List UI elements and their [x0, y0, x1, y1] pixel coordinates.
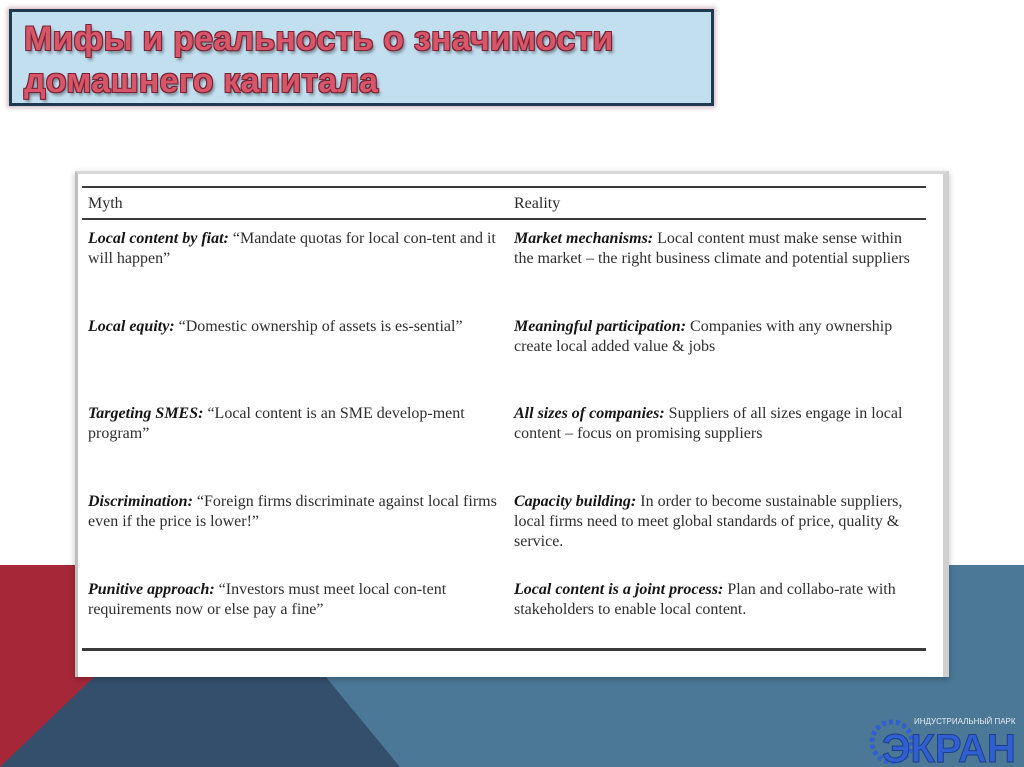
table-row-2-reality: [514, 317, 924, 357]
table-top-rule: [82, 186, 926, 188]
table-row-4-myth: [88, 492, 498, 532]
slide-title: Мифы и реальность о значимости домашнего капитала: [24, 20, 614, 100]
logo-top-text: ИНДУСТРИАЛЬНЫЙ ПАРК: [914, 717, 1016, 726]
reality-label: All sizes of companies:: [514, 405, 665, 422]
myth-label: Local equity:: [88, 318, 175, 335]
myth-text: “Foreign firms discriminate against local firms even if the price is lower!”: [88, 493, 497, 530]
table-bottom-rule: [82, 648, 926, 651]
myth-label: Discrimination:: [88, 493, 193, 510]
myth-reality-table: [75, 171, 949, 677]
myth-text: “Local content is an SME develop-ment program”: [88, 405, 465, 442]
myth-label: Targeting SMES:: [88, 405, 204, 422]
myth-text: “Domestic ownership of assets is es-sential”: [174, 318, 463, 335]
myth-text: “Mandate quotas for local con-tent and it will happen”: [88, 230, 496, 267]
reality-text: Local content must make sense within the market – the right business climate and potential suppliers: [514, 230, 910, 267]
header-reality: Reality: [514, 195, 561, 212]
table-row-1-reality: [514, 229, 924, 269]
header-myth: Myth: [88, 195, 123, 212]
myth-label: Punitive approach:: [88, 581, 215, 598]
table-row-2-myth: [88, 317, 498, 337]
logo-name: ЭКРАН: [882, 727, 1016, 767]
reality-label: Market mechanisms:: [514, 230, 654, 247]
slide-title-box: [9, 9, 714, 106]
reality-label: Local content is a joint process:: [514, 581, 724, 598]
myth-label: Local content by fiat:: [88, 230, 229, 247]
reality-text: Companies with any ownership create local added value & jobs: [514, 318, 893, 355]
reality-text: Suppliers of all sizes engage in local content – focus on promising suppliers: [514, 405, 903, 442]
table-row-1-myth: [88, 229, 498, 269]
table-row-4-reality: [514, 492, 924, 552]
table-row-5-reality: [514, 580, 924, 620]
table-row-3-reality: [514, 404, 924, 444]
table-header-rule: [82, 218, 926, 220]
reality-label: Capacity building:: [514, 493, 637, 510]
table-row-5-myth: [88, 580, 498, 620]
reality-text: In order to become sustainable suppliers, local firms need to meet global standards of price, quality & service.: [514, 493, 903, 550]
reality-label: Meaningful participation:: [514, 318, 687, 335]
ekran-logo: [868, 710, 1024, 767]
myth-text: “Investors must meet local con-tent requirements now or else pay a fine”: [88, 581, 447, 618]
table-row-3-myth: [88, 404, 498, 444]
reality-text: Plan and collabo-rate with stakeholders to enable local content.: [514, 581, 896, 618]
